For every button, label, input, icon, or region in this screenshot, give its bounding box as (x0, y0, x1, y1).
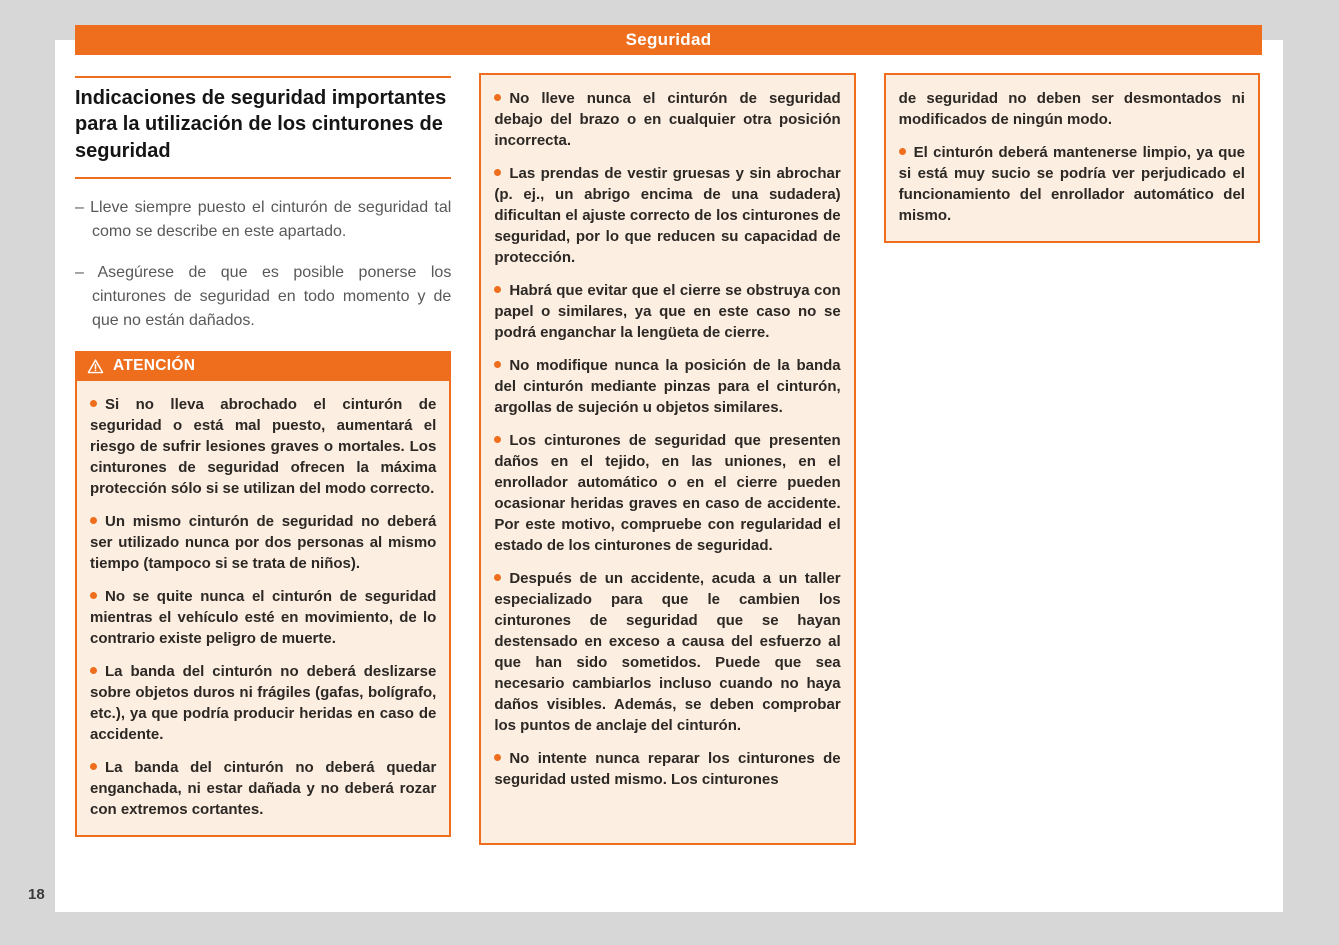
warning-header (75, 351, 451, 381)
warning-bullet-text: Habrá que evitar que el cierre se obstruya con papel o similares, ya que en este caso no se podrá enganchar la lengüeta de cierre. (494, 282, 841, 341)
warning-bullet-text: Las prendas de vestir gruesas y sin abrochar (p. ej., un abrigo encima de una sudadera) dificultan el ajuste correcto de los cinturones de seguridad, por lo que reducen su capacidad de protección. (494, 165, 841, 266)
section-heading: Indicaciones de seguridad importantes para la utilización de los cinturones de seguridad (75, 87, 447, 162)
warning-bullet (90, 394, 436, 499)
warning-box (75, 351, 451, 837)
warning-bullet-text: No lleve nunca el cinturón de seguridad debajo del brazo o en cualquier otra posición incorrecta. (494, 90, 841, 149)
warning-bullet-text: La banda del cinturón no deberá deslizarse sobre objetos duros ni frágiles (gafas, bolígrafo, etc.), ya que podría producir heridas en caso de accidente. (90, 663, 437, 744)
bullet-icon (494, 574, 501, 581)
warning-bullet (90, 586, 436, 649)
column-left (75, 73, 451, 837)
warning-bullet (494, 163, 840, 268)
warning-body-continued (479, 73, 855, 845)
bullet-icon (494, 94, 501, 101)
page-title: Seguridad (625, 30, 712, 49)
bullet-icon (494, 361, 501, 368)
intro-paragraph: – Lleve siempre puesto el cinturón de seguridad tal como se describe en este apartado. (75, 199, 452, 241)
warning-bullet (494, 355, 840, 418)
warning-bullet-text: La banda del cinturón no deberá quedar enganchada, ni estar dañada y no deberá rozar con extremos cortantes. (90, 759, 437, 819)
warning-bullet-text: No modifique nunca la posición de la banda del cinturón mediante pinzas para el cinturón, argollas de sujeción u objetos similares. (494, 357, 841, 416)
section-heading-block (75, 76, 451, 179)
warning-bullet-text: No se quite nunca el cinturón de seguridad mientras el vehículo esté en movimiento, de lo contrario existe peligro de muerte. (90, 588, 437, 648)
column-middle (479, 73, 855, 845)
warning-bullet (494, 748, 840, 790)
warning-bullet (494, 568, 840, 736)
warning-bullet-text: Los cinturones de seguridad que presenten daños en el tejido, en las uniones, en el enrollador automático o en el cierre pueden ocasionar heridas graves en caso de accidente. Por este motivo, compruebe con regularidad el estado de los cinturones de seguridad. (494, 432, 841, 554)
warning-bullet (90, 661, 436, 745)
warning-bullet-text: Un mismo cinturón de seguridad no deberá ser utilizado nunca por dos personas al mismo tiempo (tampoco si se trata de niños). (90, 513, 437, 573)
column-right (884, 73, 1260, 243)
warning-bullet (899, 142, 1245, 226)
warning-bullet-text: El cinturón deberá mantenerse limpio, ya que si está muy sucio se podría ver perjudicado el funcionamiento del enrollador automático del mismo. (898, 144, 1245, 224)
page-header (75, 25, 1262, 55)
intro-paragraph: – Asegúrese de que es posible ponerse los cinturones de seguridad en todo momento y de que no están dañados. (75, 264, 452, 330)
bullet-icon (494, 436, 501, 443)
bullet-icon (494, 286, 501, 293)
warning-triangle-icon (87, 358, 104, 375)
content-columns (75, 73, 1260, 845)
warning-bullet-text: No intente nunca reparar los cinturones de seguridad usted mismo. Los cinturones (494, 750, 841, 788)
warning-body (75, 381, 451, 837)
warning-bullet (494, 430, 840, 556)
warning-bullet (494, 88, 840, 151)
warning-bullet-text: Después de un accidente, acuda a un taller especializado para que le cambien los cinturones de seguridad que se hayan destensado en exceso a causa del esfuerzo al que han sido sometidos. Puede que sea necesario cambiarlos incluso cuando no haya daños visibles. Además, se deben comprobar los puntos de anclaje del cinturón. (494, 570, 841, 734)
bullet-icon (90, 400, 97, 407)
bullet-icon (90, 667, 97, 674)
warning-bullet (494, 280, 840, 343)
bullet-icon (899, 148, 906, 155)
warning-bullet (90, 757, 436, 820)
bullet-icon (90, 517, 97, 524)
warning-body-continued (884, 73, 1260, 243)
bullet-icon (494, 754, 501, 761)
warning-bullet (90, 511, 436, 574)
bullet-icon (90, 592, 97, 599)
bullet-icon (494, 169, 501, 176)
warning-continuation-text: de seguridad no deben ser desmontados ni modificados de ningún modo. (898, 90, 1245, 128)
warning-bullet-text: Si no lleva abrochado el cinturón de seguridad o está mal puesto, aumentará el riesgo de sufrir lesiones graves o mortales. Los cinturones de seguridad ofrecen la máxima protección sólo si se utilizan del modo correcto. (90, 396, 437, 498)
warning-title: ATENCIÓN (113, 357, 196, 375)
bullet-icon (90, 763, 97, 770)
page-number: 18 (28, 886, 45, 903)
